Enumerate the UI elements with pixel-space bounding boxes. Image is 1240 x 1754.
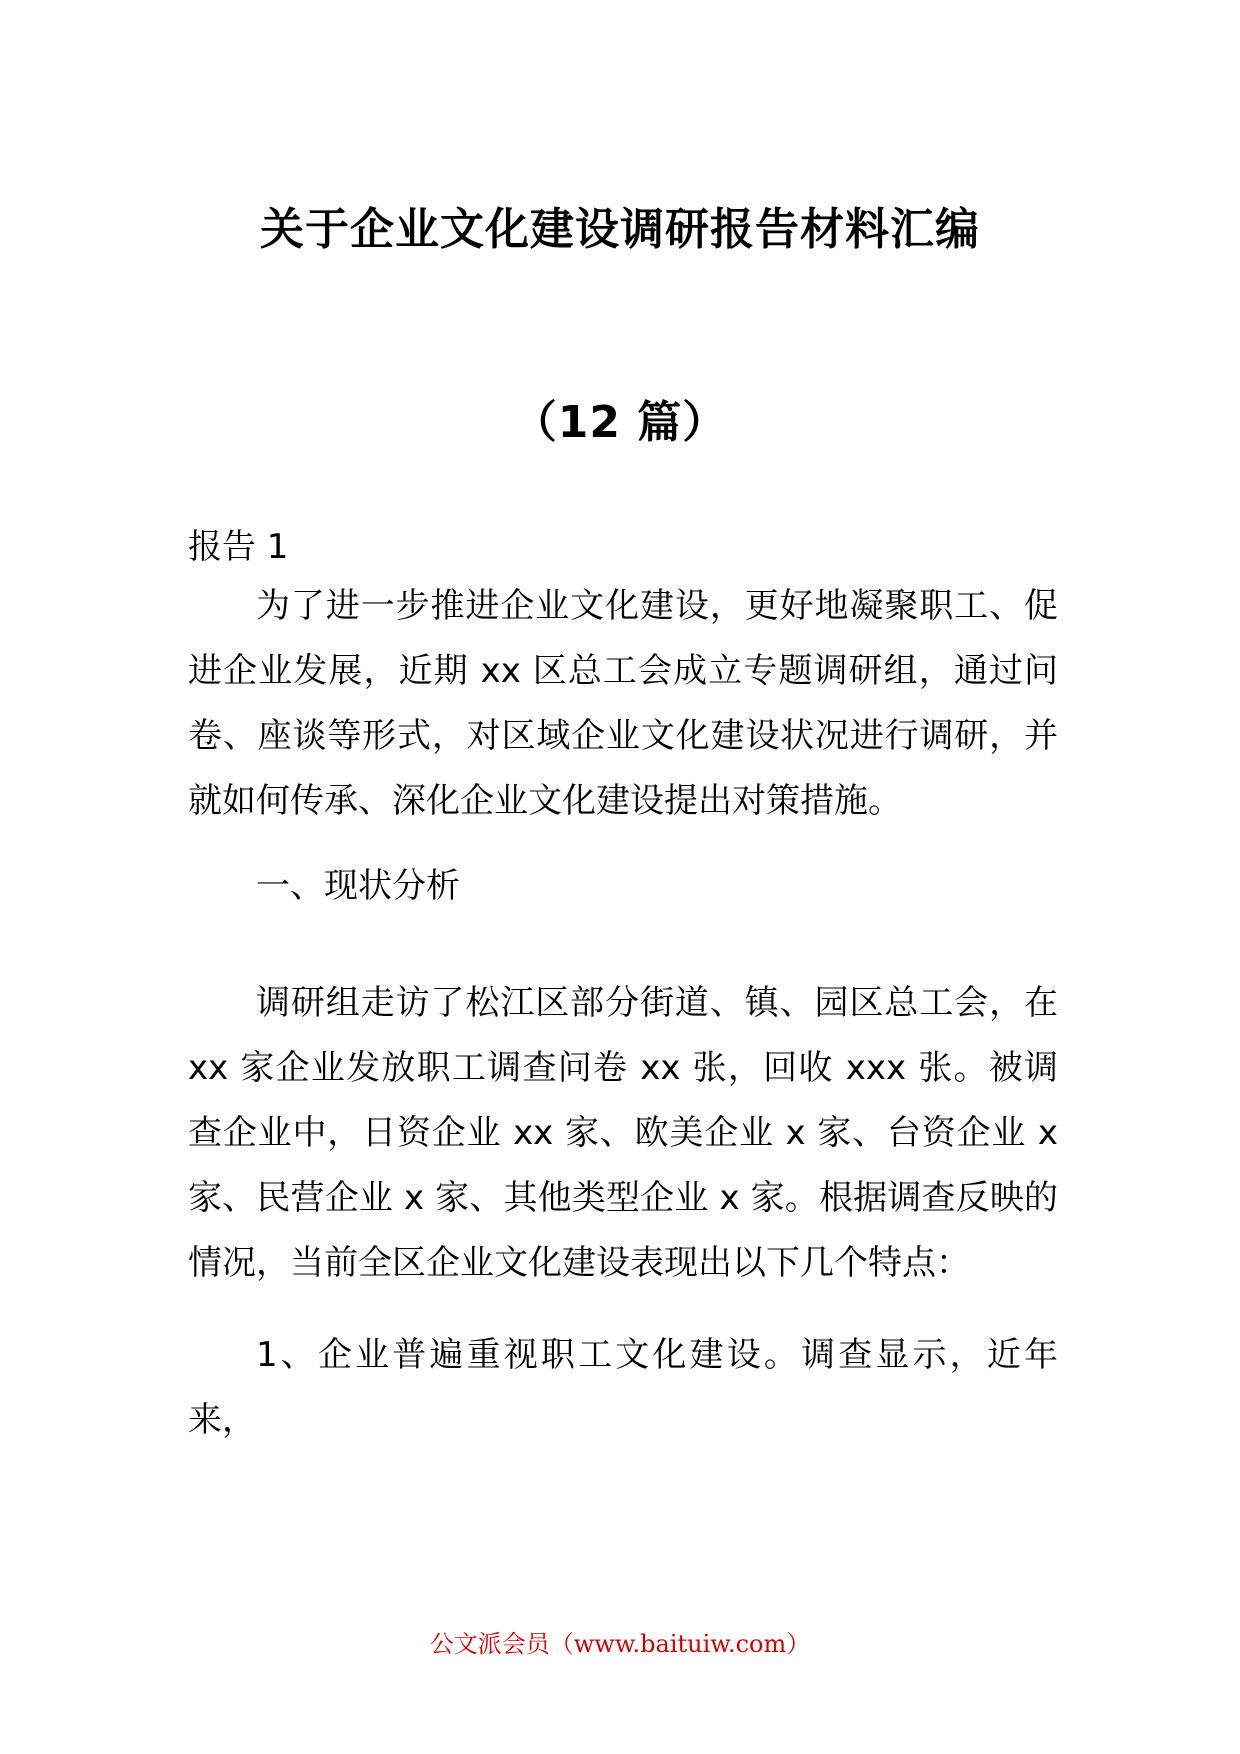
paragraph-intro: 为了进一步推进企业文化建设，更好地凝聚职工、促进企业发展，近期 xx 区总工会成立专题调研组，通过问卷、座谈等形式，对区域企业文化建设状况进行调研，并就如何传承、深化企业文化建设提出对策措施。 bbox=[188, 586, 1058, 821]
section-heading: 一、现状分析 bbox=[256, 866, 460, 906]
document-title: 关于企业文化建设调研报告材料汇编 bbox=[260, 204, 980, 255]
paragraph-survey: 调研组走访了松江区部分街道、镇、园区总工会，在 xx 家企业发放职工调查问卷 xx 张，回收 xxx 张。被调查企业中，日资企业 xx 家、欧美企业 x 家、台资企业 x 家、民营企业 x 家、其他类型企业 x 家。根据调查反映的情况，当前全区企业文化建设表现出以下几个特点： bbox=[188, 983, 1058, 1283]
document-subtitle: （12 篇） bbox=[512, 397, 728, 448]
report-label: 报告 1 bbox=[188, 527, 289, 567]
footer-watermark: 公文派会员（www.baituiw.com） bbox=[429, 1630, 811, 1658]
paragraph-point-1: 1、企业普遍重视职工文化建设。调查显示，近年来， bbox=[188, 1335, 1058, 1440]
